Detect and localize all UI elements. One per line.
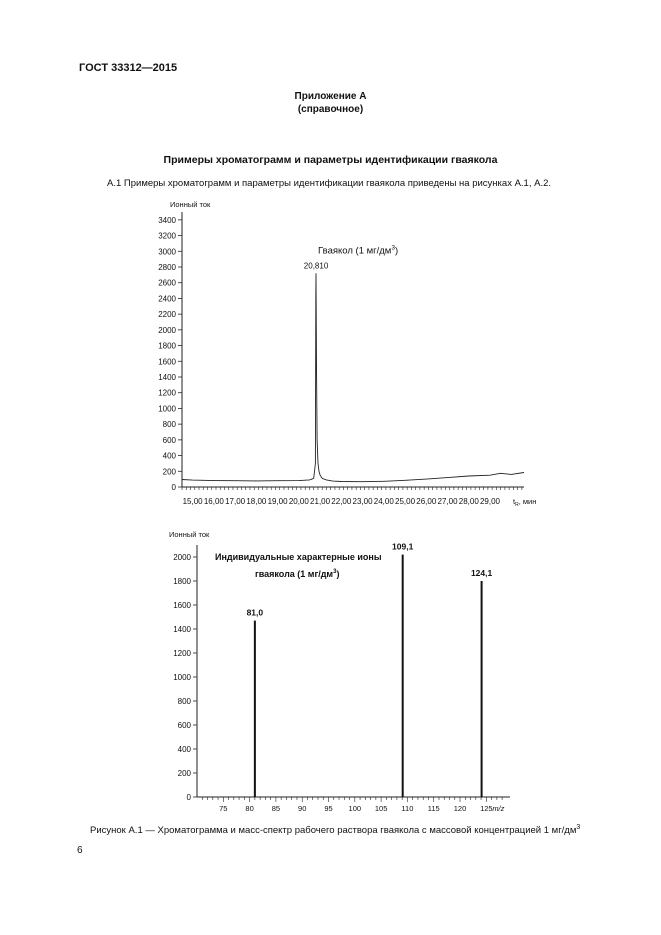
- y-tick-label: 2000: [173, 553, 191, 562]
- x-axis-label: m/z: [492, 804, 505, 813]
- chart-title-suffix: ): [336, 569, 340, 579]
- x-tick-label: 90: [298, 804, 307, 813]
- x-tick-label: 18,00: [246, 497, 267, 506]
- y-tick-label: 1000: [173, 673, 191, 682]
- y-tick-label: 200: [177, 769, 191, 778]
- y-axis-label: Ионный ток: [170, 200, 211, 209]
- x-tick-label: 80: [245, 804, 254, 813]
- spectrum-bar: [254, 621, 256, 797]
- y-tick-label: 0: [171, 483, 176, 492]
- y-tick-label: 2800: [158, 263, 176, 272]
- x-tick-label: 120: [453, 804, 467, 813]
- intro-paragraph: А.1 Примеры хроматограмм и параметры идентификации гваякола приведены на рисунках А.1, А.2.: [107, 178, 552, 189]
- x-axis-label-symbol: t: [513, 497, 516, 506]
- y-tick-label: 0: [186, 793, 191, 802]
- y-tick-label: 3200: [158, 231, 176, 241]
- y-axis-label: Ионный ток: [169, 530, 210, 539]
- y-tick-label: 2200: [158, 310, 176, 320]
- y-tick-label: 1600: [173, 601, 191, 610]
- x-tick-label: 24,00: [373, 497, 394, 506]
- x-tick-label: 115: [427, 804, 440, 813]
- x-tick-label: 125: [480, 804, 493, 813]
- y-tick-label: 600: [177, 721, 191, 730]
- y-tick-label: 1800: [173, 577, 191, 586]
- chart-title-suffix: ): [394, 245, 399, 257]
- y-tick-label: 2000: [158, 325, 176, 335]
- y-tick-label: 1200: [173, 649, 191, 658]
- spectrum-bar: [481, 581, 483, 797]
- x-tick-label: 22,00: [331, 497, 352, 506]
- figure-caption: [90, 824, 580, 836]
- x-tick-label: 25,00: [395, 497, 416, 506]
- y-tick-label: 1000: [158, 404, 176, 414]
- chart-title-line1: Индивидуальные характерные ионы: [215, 552, 382, 562]
- y-tick-label: 600: [162, 435, 176, 445]
- x-tick-label: 75: [219, 804, 228, 813]
- y-tick-label: 2600: [158, 278, 176, 288]
- chart-title-superscript: 3: [333, 569, 337, 575]
- y-tick-label: 400: [162, 451, 176, 461]
- x-axis-label-unit: , мин: [518, 497, 537, 506]
- chart-title-text: Гваякол (1 мг/дм: [318, 245, 392, 257]
- y-tick-label: 800: [162, 420, 176, 430]
- y-tick-label: 1400: [173, 625, 191, 634]
- x-tick-label: 26,00: [416, 497, 437, 506]
- x-tick-label: 105: [374, 804, 388, 813]
- x-tick-label: 29,00: [479, 497, 501, 506]
- x-tick-label: 19,00: [267, 497, 288, 506]
- x-tick-label: 95: [324, 804, 333, 813]
- y-tick-label: 200: [162, 467, 176, 477]
- y-tick-label: 1400: [158, 373, 176, 382]
- y-tick-label: 1800: [158, 341, 176, 351]
- chart-title-line2-text: гваякола (1 мг/дм: [255, 569, 334, 579]
- bar-label: 81,0: [246, 607, 264, 618]
- bar-label: 124,1: [470, 568, 493, 578]
- y-tick-label: 400: [177, 745, 191, 754]
- x-tick-label: 85: [271, 804, 281, 813]
- spectrum-bar: [402, 555, 404, 797]
- section-heading: Примеры хроматограмм и параметры идентификации гваякола: [163, 154, 498, 166]
- x-tick-label: 15,00: [182, 497, 203, 506]
- y-tick-label: 3400: [158, 215, 176, 225]
- figure-caption-superscript: 3: [576, 824, 581, 831]
- chart-title-line2: [255, 569, 339, 579]
- x-tick-label: 23,00: [352, 497, 373, 506]
- appendix-title: Приложение А: [294, 91, 367, 102]
- x-tick-label: 21,00: [310, 497, 331, 506]
- standard-number: ГОСТ 33312—2015: [79, 62, 178, 74]
- bar-label: 109,1: [392, 541, 414, 552]
- x-tick-label: 110: [401, 804, 414, 813]
- y-tick-label: 2400: [158, 294, 176, 304]
- peak-label: 20,810: [303, 261, 329, 271]
- x-tick-label: 20,00: [288, 497, 309, 506]
- x-tick-label: 27,00: [437, 497, 458, 506]
- x-tick-label: 28,00: [458, 497, 479, 506]
- page-number: 6: [77, 845, 83, 856]
- x-tick-label: 17,00: [225, 497, 246, 506]
- appendix-type: (справочное): [297, 104, 364, 115]
- x-tick-label: 100: [348, 804, 362, 813]
- y-tick-label: 3000: [158, 247, 176, 257]
- x-tick-label: 16,00: [203, 497, 224, 506]
- x-axis-label-subscript: R: [515, 502, 519, 508]
- y-tick-label: 800: [177, 697, 191, 706]
- y-tick-label: 1200: [158, 388, 176, 398]
- figure-caption-text: Рисунок А.1 — Хроматограмма и масс-спектр рабочего раствора гваякола с массовой концентрацией 1 мг/дм: [90, 825, 577, 837]
- chart-title-superscript: 3: [391, 244, 395, 252]
- y-tick-label: 1600: [158, 357, 176, 367]
